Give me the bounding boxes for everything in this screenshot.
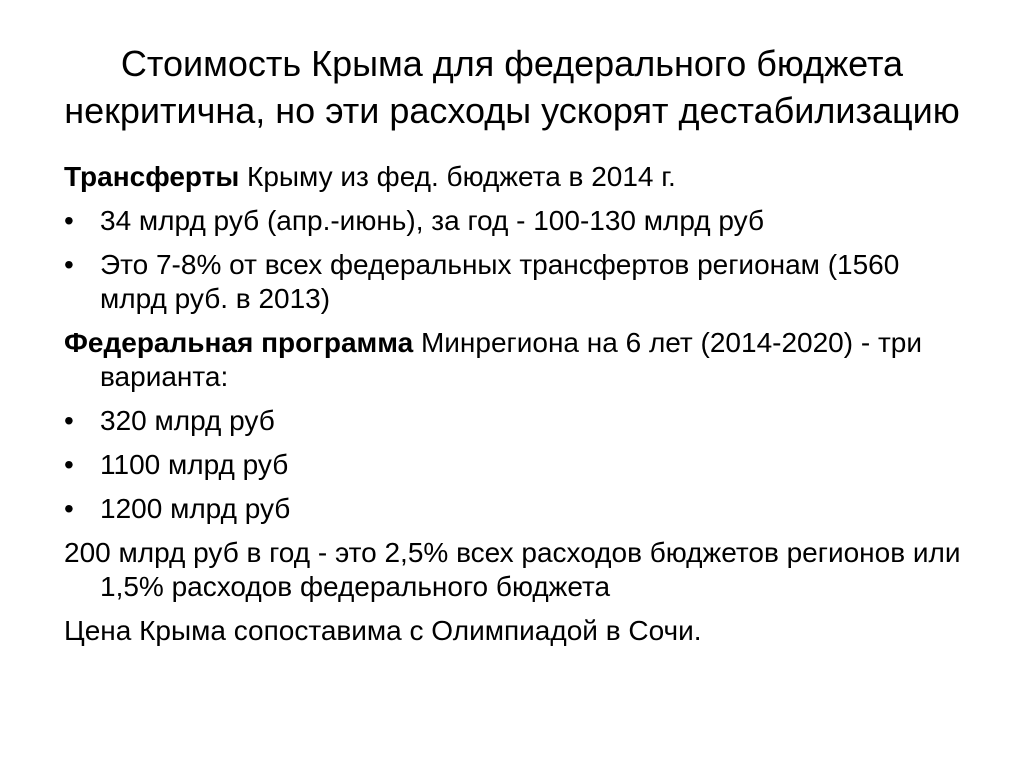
transfers-heading-bold: Трансферты <box>64 161 240 192</box>
bullet-text: 34 млрд руб (апр.-июнь), за год - 100-130 млрд руб <box>100 205 765 236</box>
slide-title-line-1: Стоимость Крыма для федерального бюджета <box>120 43 904 84</box>
bullet-text: 320 млрд руб <box>100 405 275 436</box>
bullet-icon: • <box>64 405 74 436</box>
bullet-item-option-2 <box>64 448 964 482</box>
bullet-icon: • <box>64 449 74 480</box>
bullet-text: 1200 млрд руб <box>100 493 291 524</box>
bullet-item-option-3 <box>64 492 964 526</box>
slide-title-line-2: некритична, но эти расходы ускорят дестабилизацию <box>64 90 960 131</box>
bullet-icon: • <box>64 493 74 524</box>
bullet-icon: • <box>64 249 74 280</box>
bullet-item-transfers-amount <box>64 204 964 238</box>
bullet-text: 1100 млрд руб <box>100 449 289 480</box>
program-heading-bold: Федеральная программа <box>64 327 414 358</box>
bullet-item-option-1 <box>64 404 964 438</box>
bullet-text: Это 7-8% от всех федеральных трансфертов регионам (1560 млрд руб. в 2013) <box>100 249 900 314</box>
program-heading-text: Минрегиона на 6 лет (2014-2020) - три варианта: <box>100 327 922 392</box>
transfers-heading-text: Крыму из фед. бюджета в 2014 г. <box>239 161 676 192</box>
bullet-icon: • <box>64 205 74 236</box>
transfers-heading <box>64 160 964 194</box>
program-heading <box>64 326 964 394</box>
bullet-item-transfers-share <box>64 248 964 316</box>
annual-share-paragraph: 200 млрд руб в год - это 2,5% всех расходов бюджетов регионов или 1,5% расходов федерального бюджета <box>64 537 961 602</box>
slide-body <box>64 160 964 658</box>
olympics-comparison-paragraph: Цена Крыма сопоставима с Олимпиадой в Сочи. <box>64 615 702 646</box>
slide-title <box>0 40 1024 134</box>
